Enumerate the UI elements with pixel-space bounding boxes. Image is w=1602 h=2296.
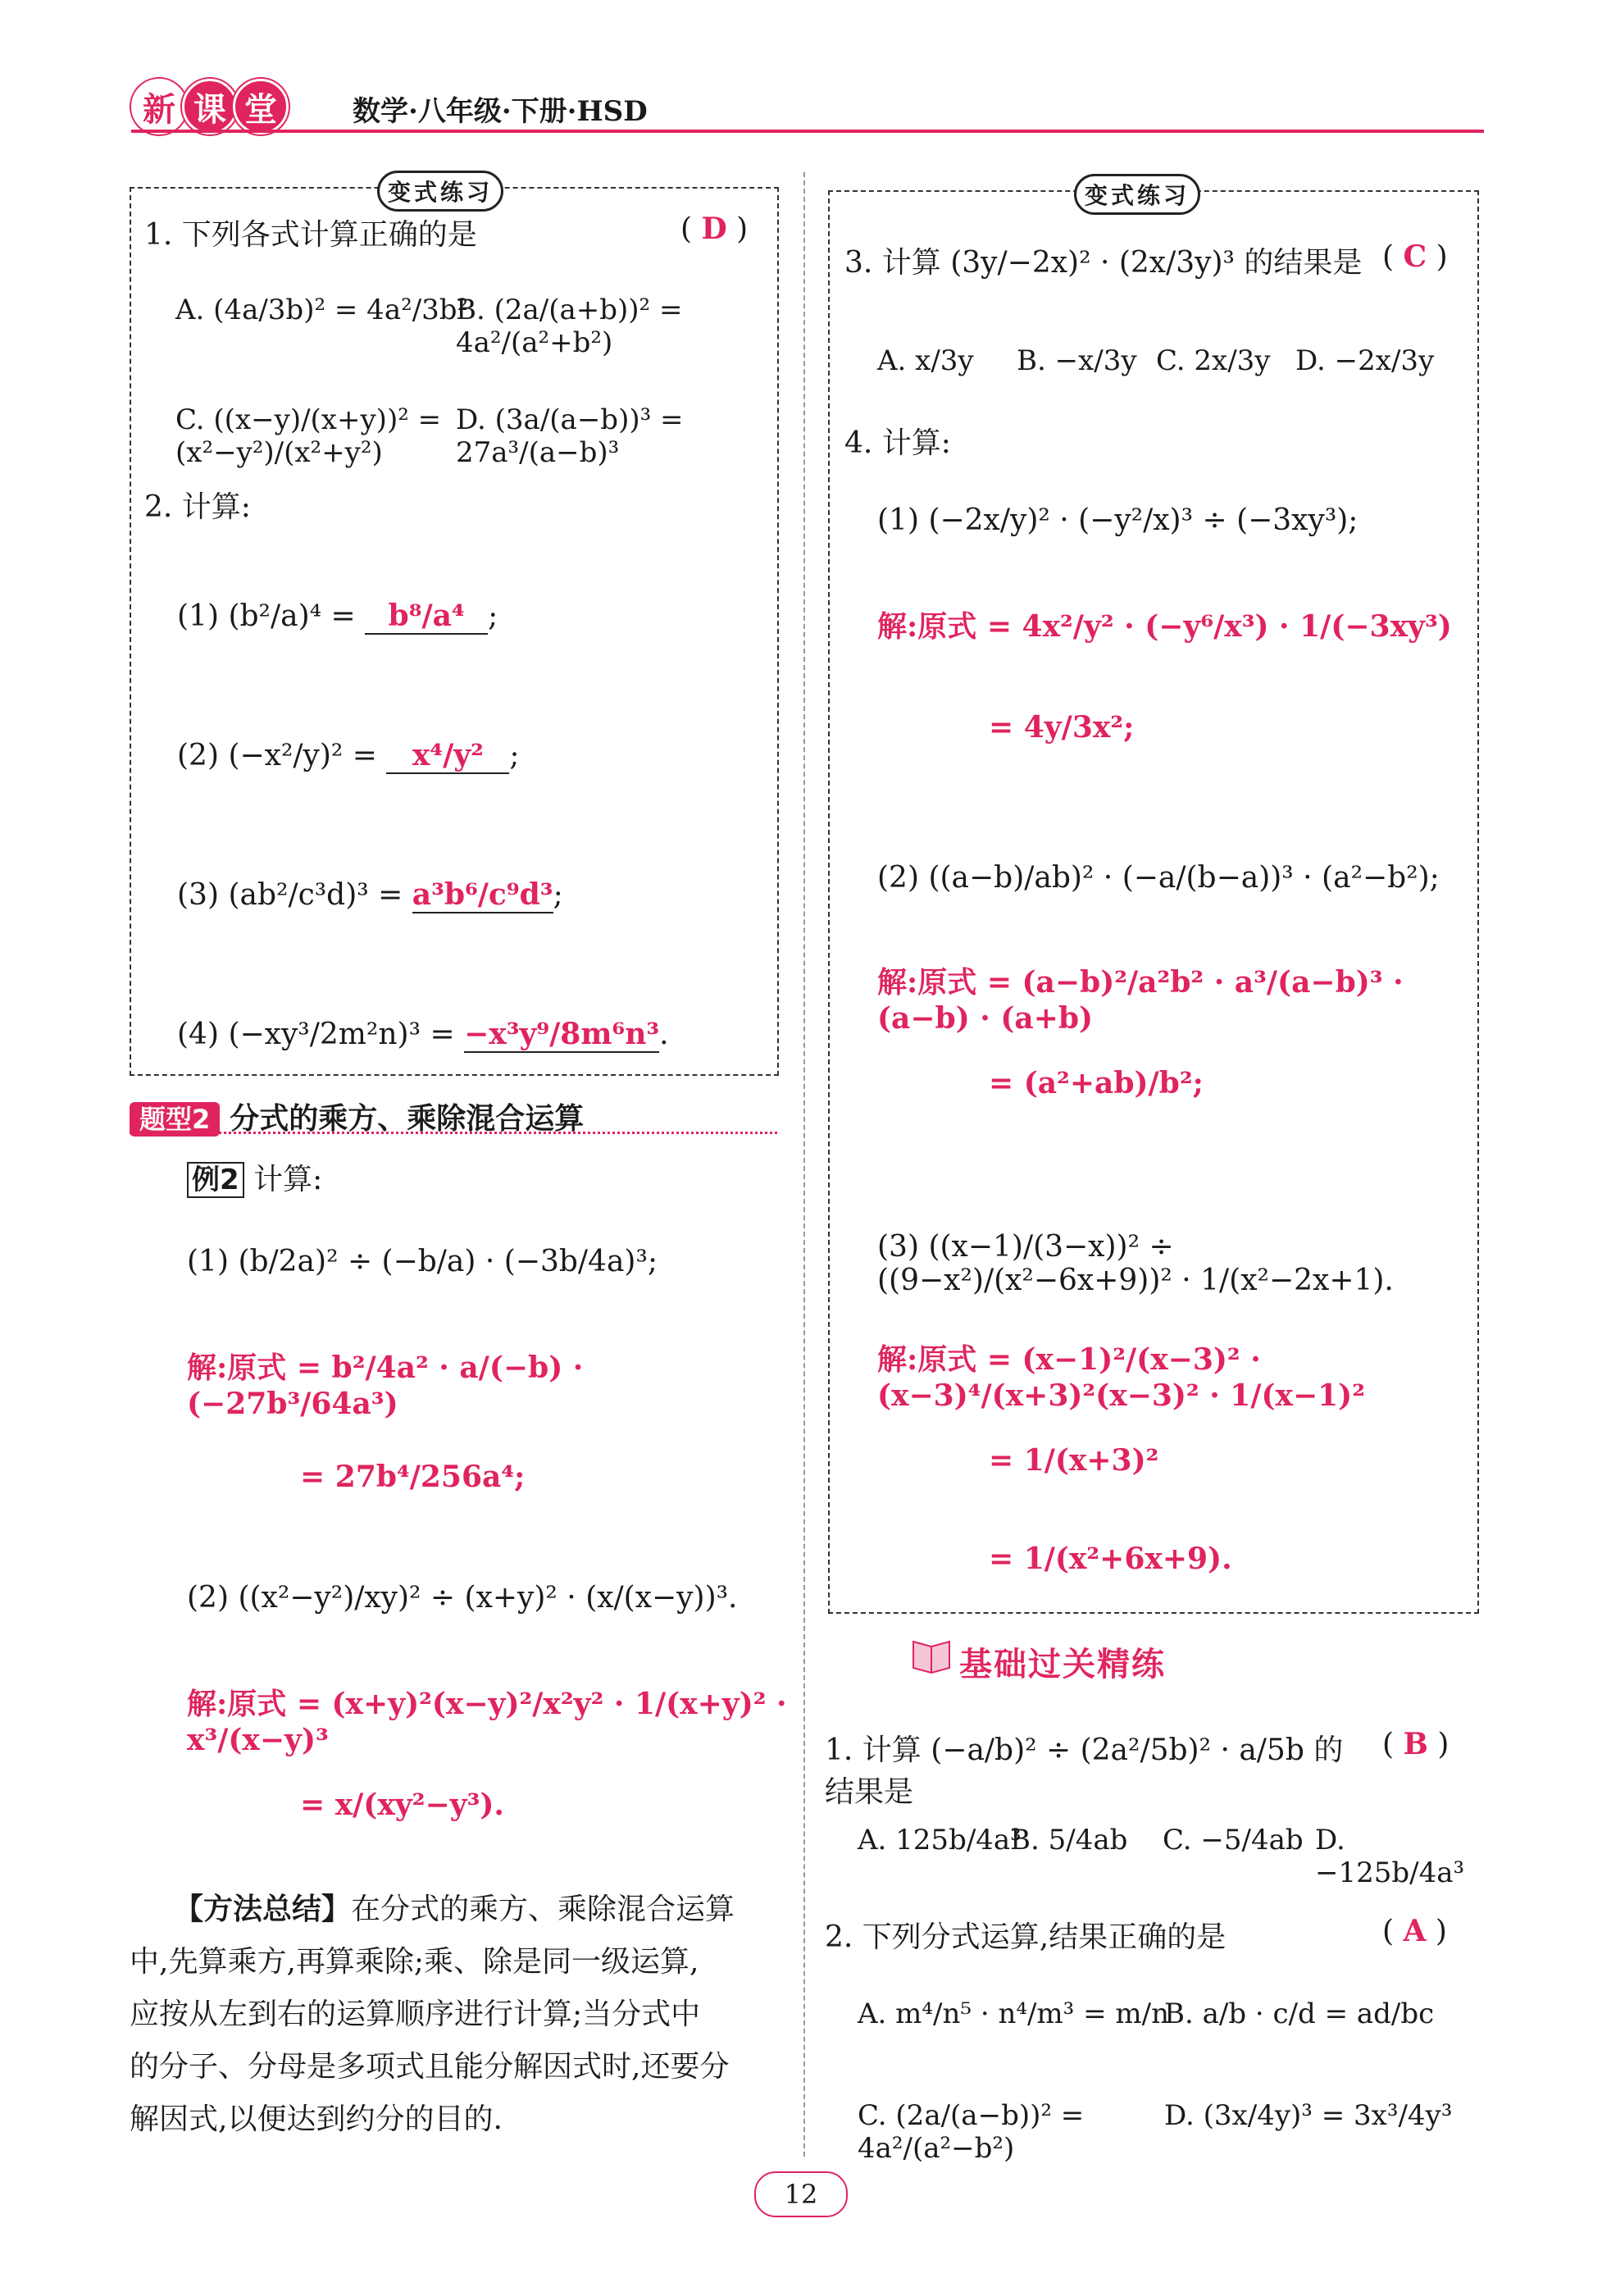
item-end: ; [509,739,520,772]
answer-letter: C [1403,239,1427,274]
summary-line: 的分子、分母是多项式且能分解因式时,还要分 [130,2050,730,2084]
item-answer: −x³y⁹/8m⁶n³ [464,1017,660,1051]
q1-option-a: A. (4a/3b)² = 4a²/3b² [175,294,469,326]
example-part-1-solution: 解:原式 = b²/4a² · a/(−b) · (−27b³/64a³) [187,1351,584,1421]
logo-char: 堂 [233,79,289,134]
q1-option-b: B. (2a/(a+b))² = 4a²/(a²+b²) [456,294,683,359]
q3-option-d: D. −2x/3y [1295,344,1435,377]
practice-q1-option-c: C. −5/4ab [1163,1824,1304,1856]
summary-line: 中,先算乘方,再算乘除;乘、除是同一级运算, [130,1945,699,1979]
section-tag: 题型2 [130,1102,220,1137]
book-icon [910,1632,953,1678]
question-1-answer: ( D ) [680,212,749,246]
practice-q2-option-c: C. (2a/(a−b))² = 4a²/(a²−b²) [858,2099,1085,2165]
example-part-1: (1) (b/2a)² ÷ (−b/a) · (−3b/4a)³; [187,1245,658,1278]
question-3-answer: ( C ) [1382,239,1448,274]
right-box-title: 变式练习 [1074,174,1200,215]
example-part-1-result: = 27b⁴/256a⁴; [300,1460,526,1494]
item-end: . [659,1018,669,1051]
practice-q2-answer: ( A ) [1382,1914,1447,1948]
example-stem: 计算: [253,1163,323,1196]
item-label: (1) [177,599,219,633]
question-2-stem: 2. 计算: [144,490,251,524]
q2-item-1 [177,599,498,635]
item-end: ; [488,599,498,633]
q4-part-3-step: = 1/(x+3)² [989,1443,1159,1478]
q3-option-a: A. x/3y [877,344,974,377]
practice-q2-option-d: D. (3x/4y)³ = 3x³/4y³ [1164,2099,1453,2132]
item-label: (3) [177,878,219,912]
item-expr: (−x²/y)² = [228,739,377,772]
item-expr: (−xy³/2m²n)³ = [228,1018,455,1051]
summary-line: 解因式,以便达到约分的目的. [130,2102,503,2136]
question-4-stem: 4. 计算: [844,426,951,460]
q4-part-3: (3) ((x−1)/(3−x))² ÷ ((9−x²)/(x²−6x+9))² · 1/(x²−2x+1). [877,1230,1394,1297]
practice-q2-stem: 2. 下列分式运算,结果正确的是 [825,1920,1227,1954]
item-expr: (b²/a)⁴ = [228,599,356,633]
q4-part-2-result: = (a²+ab)/b²; [989,1066,1204,1100]
q4-part-3-solution: 解:原式 = (x−1)²/(x−3)² · (x−3)⁴/(x+3)²(x−3)² · 1/(x−1)² [877,1342,1365,1413]
item-label: (2) [177,739,219,772]
q4-part-1: (1) (−2x/y)² · (−y²/x)³ ÷ (−3xy³); [877,503,1359,537]
q4-part-2: (2) ((a−b)/ab)² · (−a/(b−a))³ · (a²−b²); [877,861,1440,895]
answer-letter: A [1403,1914,1427,1948]
q2-item-4 [177,1017,669,1053]
q3-option-b: B. −x/3y [1017,344,1137,377]
q4-part-3-result: = 1/(x²+6x+9). [989,1542,1232,1576]
item-label: (4) [177,1018,219,1051]
summary-line: 在分式的乘方、乘除混合运算 [351,1893,735,1926]
summary-line: 应按从左到右的运算顺序进行计算;当分式中 [130,1998,701,2031]
q2-item-2 [177,738,520,774]
left-box-title: 变式练习 [377,171,503,212]
practice-q1-option-a: A. 125b/4a³ [858,1824,1022,1856]
section-title: 分式的乘方、乘除混合运算 [230,1102,585,1136]
item-expr: (ab²/c³d)³ = [228,878,403,912]
example-part-2-solution: 解:原式 = (x+y)²(x−y)²/x²y² · 1/(x+y)² · x³/(x−y)³ [187,1687,787,1757]
section-header [130,1096,777,1134]
practice-title: 基础过关精练 [959,1646,1166,1683]
question-3-stem: 3. 计算 (3y/−2x)² · (2x/3y)³ 的结果是 [844,246,1363,280]
q1-option-d: D. (3a/(a−b))³ = 27a³/(a−b)³ [456,403,684,469]
practice-q1-option-d: D. −125b/4a³ [1315,1824,1465,1889]
practice-q1-stem: 1. 计算 (−a/b)² ÷ (2a²/5b)² · a/5b 的结果是 [825,1733,1344,1809]
question-1-stem: 1. 下列各式计算正确的是 [144,218,477,252]
q4-part-1-solution: 解:原式 = 4x²/y² · (−y⁶/x³) · 1/(−3xy³) [877,609,1452,644]
logo-char: 课 [182,79,238,134]
practice-q1-option-b: B. 5/4ab [1010,1824,1128,1856]
book-title: 数学·八年级·下册·HSD [353,95,648,128]
item-end: ; [553,878,563,912]
answer-letter: B [1403,1727,1428,1761]
practice-q2-option-a: A. m⁴/n⁵ · n⁴/m³ = m/n [858,1998,1169,2030]
q3-option-c: C. 2x/3y [1156,344,1271,377]
example-header [187,1156,322,1198]
page-number: 12 [754,2171,848,2217]
method-summary [130,1883,777,2146]
practice-q1-answer: ( B ) [1382,1727,1450,1761]
header-divider [131,130,1484,133]
q4-part-1-result: = 4y/3x²; [989,710,1135,745]
item-answer: b⁸/a⁴ [365,599,488,635]
answer-letter: D [701,212,727,246]
brand-logo [131,75,284,138]
item-answer: x⁴/y² [386,738,509,774]
column-divider [803,172,805,2157]
q4-part-2-solution: 解:原式 = (a−b)²/a²b² · a³/(a−b)³ · (a−b) · (a+b) [877,965,1404,1036]
logo-char: 新 [131,79,187,134]
example-part-2-result: = x/(xy²−y³). [300,1788,504,1822]
example-part-2: (2) ((x²−y²)/xy)² ÷ (x+y)² · (x/(x−y))³. [187,1581,738,1615]
practice-q2-option-b: B. a/b · c/d = ad/bc [1164,1998,1435,2030]
item-answer: a³b⁶/c⁹d³ [412,877,553,912]
q1-option-c: C. ((x−y)/(x+y))² = (x²−y²)/(x²+y²) [175,403,442,469]
example-tag: 例2 [187,1162,244,1198]
summary-label: 【方法总结】 [174,1892,352,1926]
q2-item-3 [177,877,563,913]
